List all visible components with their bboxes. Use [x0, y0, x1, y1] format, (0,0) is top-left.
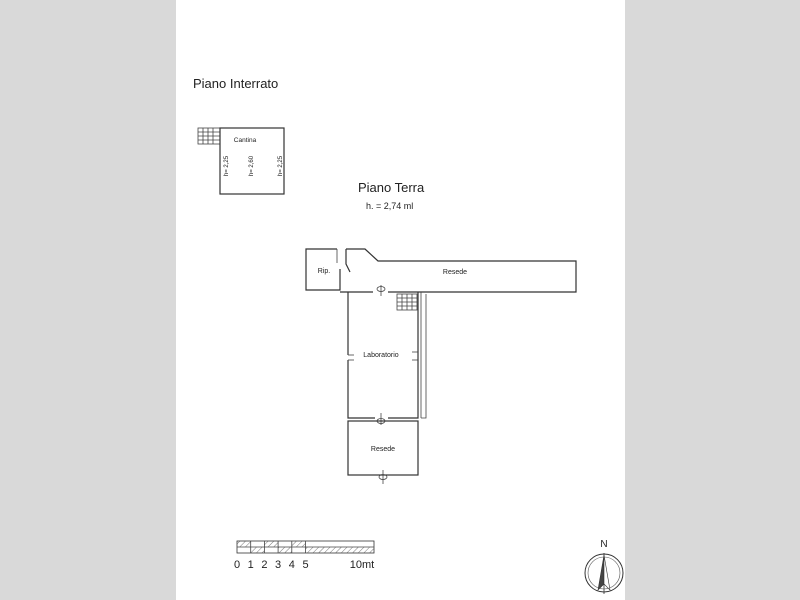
- ground-floor-height-note: h. = 2,74 ml: [366, 201, 414, 211]
- north-label: N: [600, 539, 608, 550]
- resede-top-label: Resede: [442, 269, 468, 276]
- rip-label: Rip.: [317, 268, 331, 275]
- north-arrow-icon: [585, 539, 623, 594]
- laboratorio-label: Laboratorio: [363, 352, 399, 359]
- basement-plan: [198, 128, 284, 194]
- ground-floor-plan: [306, 249, 576, 484]
- door-symbol-bottom: [379, 470, 387, 484]
- basement-stair: [198, 128, 220, 144]
- door-symbol-middle: [377, 413, 385, 425]
- ground-floor-title: Piano Terra: [358, 180, 425, 195]
- door-symbol-top: [377, 285, 385, 296]
- basement-title: Piano Interrato: [193, 76, 279, 91]
- scale-label-5: 5: [302, 559, 309, 571]
- ground-floor-stair: [397, 294, 417, 310]
- height-label-right: h= 2,25: [278, 155, 284, 177]
- resede-bottom-label: Resede: [370, 446, 396, 453]
- height-label-left: h= 2,25: [224, 155, 230, 177]
- scale-label-2: 2: [261, 559, 268, 571]
- scale-bar: [234, 541, 374, 571]
- scale-label-0: 0: [233, 559, 241, 571]
- scale-label-3: 3: [275, 559, 282, 571]
- cantina-label: Cantina: [233, 137, 257, 144]
- scale-label-1: 1: [247, 559, 254, 571]
- scale-label-4: 4: [288, 559, 295, 571]
- height-label-center: h= 2,60: [249, 155, 255, 177]
- scale-label-10: 10mt: [349, 559, 375, 571]
